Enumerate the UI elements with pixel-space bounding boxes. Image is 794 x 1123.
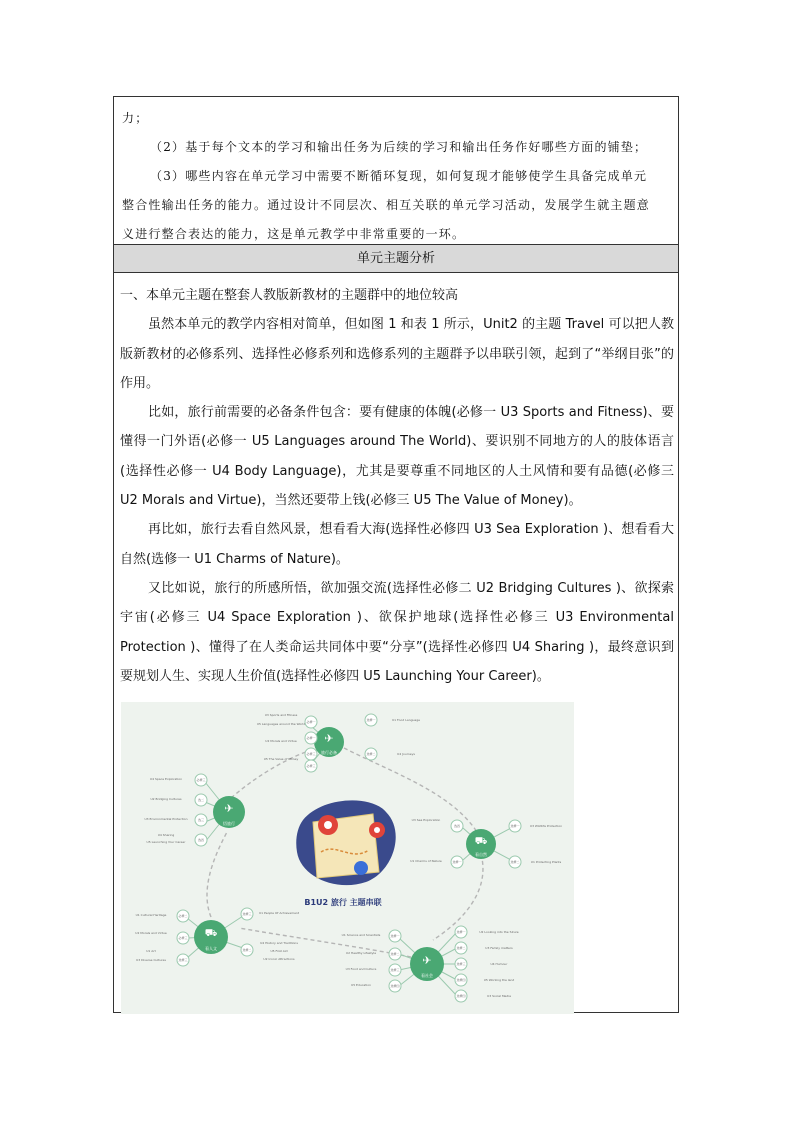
group-node: 必修三 — [196, 778, 206, 782]
leaf-label: U1 Charms of Nature — [410, 859, 442, 863]
group-node: 必修三 — [306, 764, 316, 768]
intro-line: （3）哪些内容在单元学习中需要不断循环复现，如何复现才能够使学生具备完成单元 — [150, 169, 648, 183]
hub-label: 看人文 — [205, 946, 217, 951]
group-node: 选四 — [453, 824, 461, 828]
group-node: 选修一 — [366, 718, 376, 722]
mind-map-title: B1U2 旅行 主题串联 — [304, 898, 382, 907]
hub-label: 看社会 — [421, 973, 433, 978]
analysis-heading: 一、本单元主题在整套人教版新教材的主题群中的地位较高 — [120, 288, 459, 303]
group-node: 必修二 — [178, 914, 188, 918]
leaf-label: U3 Food and Culture — [345, 967, 377, 971]
leaf-label: U2 Iconic Attractions — [263, 957, 295, 961]
group-node: 必修三 — [306, 752, 316, 756]
leaf-label: U3 Diverse Cultures — [136, 958, 166, 962]
section-header: 单元主题分析 — [114, 245, 678, 273]
group-node: 选修二 — [390, 952, 400, 956]
connector — [207, 832, 227, 917]
leaf-label: U4 History and Traditions — [260, 941, 298, 945]
car-icon: ⛟ — [474, 836, 488, 847]
group-node: 选四 — [197, 838, 205, 842]
group-node: 选修二 — [510, 860, 520, 864]
document-table — [113, 96, 679, 1013]
leaf-label: U3 Wildlife Protection — [529, 824, 563, 828]
group-node: 选修四 — [456, 978, 466, 982]
group-node: 选修一 — [510, 824, 520, 828]
hub-see-society — [342, 926, 519, 1002]
bus-icon: ⛟ — [204, 928, 218, 939]
center-map-illustration — [296, 800, 395, 885]
leaf-label: U2 Bridging Cultures — [150, 797, 182, 801]
intro-line: 力； — [122, 111, 149, 125]
leaf-label: U3 Sports and Fitness — [264, 713, 298, 717]
hub-label: 看自然 — [475, 852, 487, 857]
leaf-label: U3 Environmental Protection — [144, 817, 188, 821]
group-node: 必修一 — [306, 720, 316, 724]
mind-map-figure — [121, 702, 574, 1014]
hub-label: 旅行必备 — [321, 750, 337, 755]
group-node: 选修二 — [242, 948, 252, 952]
leaf-label: U4 Space Exploration — [149, 777, 183, 781]
leaf-label: U3 Sea Exploration — [411, 818, 441, 822]
intro-line: 义进行整合表达的能力，这是单元教学中非常重要的一环。 — [122, 227, 466, 241]
group-node: 必修三 — [178, 936, 188, 940]
analysis-paragraph: 比如，旅行前需要的必备条件包含：要有健康的体魄(必修一 U3 Sports and Fitness)、要懂得一门外语(必修一 U5 Languages around The World)、要识别不同地方的人的肢体语言(选择性必修一 U4 Body Language)，尤其是要尊重不同地区的人土风情和要有品德(必修三 U2 Morals and Virtue)，当然还要带上钱(必修三 U5 The Value of Money)。 — [120, 405, 674, 509]
group-node: 选修一 — [456, 930, 466, 934]
group-node: 必修一 — [306, 736, 316, 740]
group-node: 选修四 — [390, 984, 400, 988]
analysis-paragraph: 虽然本单元的教学内容相对简单，但如图 1 和表 1 所示，Unit2 的主题 Travel 可以把人教版新教材的必修系列、选择性必修系列和选修系列的主题群予以串联引领，起到了“举纲目张”的作用。 — [120, 317, 674, 391]
leaf-label: U4 Humour — [490, 962, 508, 966]
group-node: 选修三 — [242, 912, 252, 916]
mind-map-svg — [121, 702, 574, 1014]
leaf-label: U1 Protecting Plants — [530, 860, 562, 864]
intro-line: （2）基于每个文本的学习和输出任务为后续的学习和输出任务作好哪些方面的铺垫； — [150, 140, 648, 154]
group-node: 选修三 — [390, 968, 400, 972]
hub-reflect-travel — [144, 774, 245, 846]
hub-label: 悟旅行 — [223, 821, 235, 826]
group-node: 选修四 — [456, 994, 466, 998]
intro-cell — [114, 97, 678, 245]
leaf-label: U5 Working the land — [483, 978, 515, 982]
group-node: 选修一 — [452, 860, 462, 864]
airplane-icon: ✈ — [224, 802, 234, 815]
analysis-text — [120, 281, 674, 691]
leaf-label: U5 Languages around the World — [256, 722, 306, 726]
leaf-label: U3 Family matters — [485, 946, 513, 950]
leaf-label: U1 Science and Scientists — [341, 933, 381, 937]
leaf-label: U5 Education — [351, 983, 371, 987]
group-node: 选修三 — [456, 962, 466, 966]
airplane-icon: ✈ — [422, 954, 432, 967]
leaf-label: U5 First Aid — [270, 949, 288, 953]
leaf-label: U5 Launching Your Career — [146, 840, 186, 844]
hub-travel-essentials — [257, 713, 420, 772]
group-node: 选修三 — [178, 958, 188, 962]
leaf-label: U1 People Of Achievement — [258, 911, 300, 915]
leaf-label: U5 The Value of Money — [263, 757, 299, 761]
hub-see-culture — [135, 908, 300, 966]
group-node: 选三 — [197, 818, 205, 822]
leaf-label: U2 Looking into the future — [479, 930, 519, 934]
leaf-label: U1 Art — [146, 949, 156, 953]
leaf-label: U4 Journeys — [397, 752, 415, 756]
leaf-label: U2 Healthy Lifestyle — [345, 951, 377, 955]
group-node: 选修二 — [456, 946, 466, 950]
leaf-label: U4 Sharing — [157, 833, 175, 837]
airplane-icon: ✈ — [324, 732, 334, 745]
leaf-label: U1 Cultural Heritage — [135, 913, 167, 917]
leaf-label: U1 Food Language — [391, 718, 421, 722]
hub-see-nature — [410, 818, 562, 868]
analysis-paragraph: 又比如说，旅行的所感所悟，欲加强交流(选择性必修二 U2 Bridging Cultures )、欲探索宇宙(必修三 U4 Space Exploration )、欲保护地球(选择性必修三 U3 Environmental Protection )、懂得了在人类命运共同体中要“分享”(选择性必修四 U4 Sharing )，最终意识到要规划人生、实现人生价值(选择性必修四 U5 Launching Your Career)。 — [120, 580, 674, 684]
leaf-label: U2 Morals and Virtue — [265, 739, 297, 743]
intro-line: 整合性输出任务的能力。通过设计不同层次、相互关联的单元学习活动，发展学生就主题意 — [122, 198, 651, 212]
analysis-paragraph: 再比如，旅行去看自然风景，想看看大海(选择性必修四 U3 Sea Exploration )、想看看大自然(选修一 U1 Charms of Nature)。 — [120, 522, 674, 567]
group-node: 选二 — [197, 798, 205, 802]
leaf-label: U2 Morals and Virtue — [135, 931, 167, 935]
group-node: 选修一 — [390, 934, 400, 938]
group-node: 选修二 — [366, 752, 376, 756]
leaf-label: U3 Social Media — [487, 994, 511, 998]
